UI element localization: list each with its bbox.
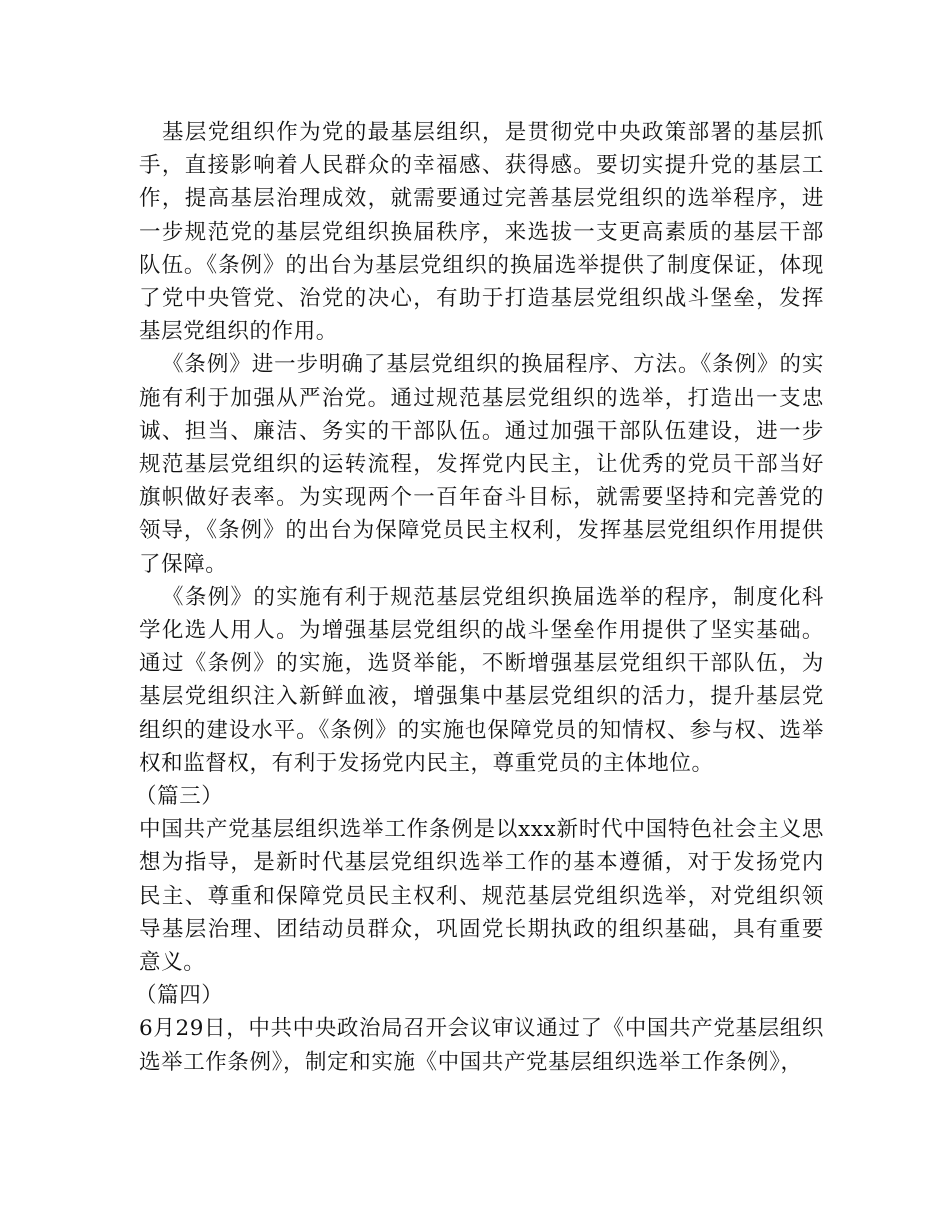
section-4-paragraph: 6月29日，中共中央政治局召开会议审议通过了《中国共产党基层组织选举工作条例》，制定和实施《中国共产党基层组织选举工作条例》，	[139, 1016, 824, 1075]
paragraph-3: 《条例》的实施有利于规范基层党组织换届选举的程序，制度化科学化选人用人。为增强基层党组织的战斗堡垒作用提供了坚实基础。通过《条例》的实施，选贤举能，不断增强基层党组织干部队伍，为基层党组织注入新鲜血液，增强集中基层党组织的活力，提升基层党组织的建设水平。《条例》的实施也保障党员的知情权、参与权、选举权和监督权，有利于发扬党内民主，尊重党员的主体地位。	[139, 584, 824, 776]
section-3-paragraph: 中国共产党基层组织选举工作条例是以xxx新时代中国特色社会主义思想为指导，是新时代基层党组织选举工作的基本遵循，对于发扬党内民主、尊重和保障党员民主权利、规范基层党组织选举，对党组织领导基层治理、团结动员群众，巩固党长期执政的组织基础，具有重要意义。	[139, 817, 824, 976]
document-body	[135, 116, 824, 1079]
section-4-heading: （篇四）	[135, 983, 224, 1009]
paragraph-2: 《条例》进一步明确了基层党组织的换届程序、方法。《条例》的实施有利于加强从严治党。通过规范基层党组织的选举，打造出一支忠诚、担当、廉洁、务实的干部队伍。通过加强干部队伍建设，进一步规范基层党组织的运转流程，发挥党内民主，让优秀的党员干部当好旗帜做好表率。为实现两个一百年奋斗目标，就需要坚持和完善党的领导，《条例》的出台为保障党员民主权利，发挥基层党组织作用提供了保障。	[139, 352, 824, 577]
paragraph-1: 基层党组织作为党的最基层组织，是贯彻党中央政策部署的基层抓手，直接影响着人民群众的幸福感、获得感。要切实提升党的基层工作，提高基层治理成效，就需要通过完善基层党组织的选举程序，进一步规范党的基层党组织换届秩序，来选拔一支更高素质的基层干部队伍。《条例》的出台为基层党组织的换届选举提供了制度保证，体现了党中央管党、治党的决心，有助于打造基层党组织战斗堡垒，发挥基层党组织的作用。	[139, 120, 824, 345]
section-3-heading: （篇三）	[135, 784, 224, 810]
